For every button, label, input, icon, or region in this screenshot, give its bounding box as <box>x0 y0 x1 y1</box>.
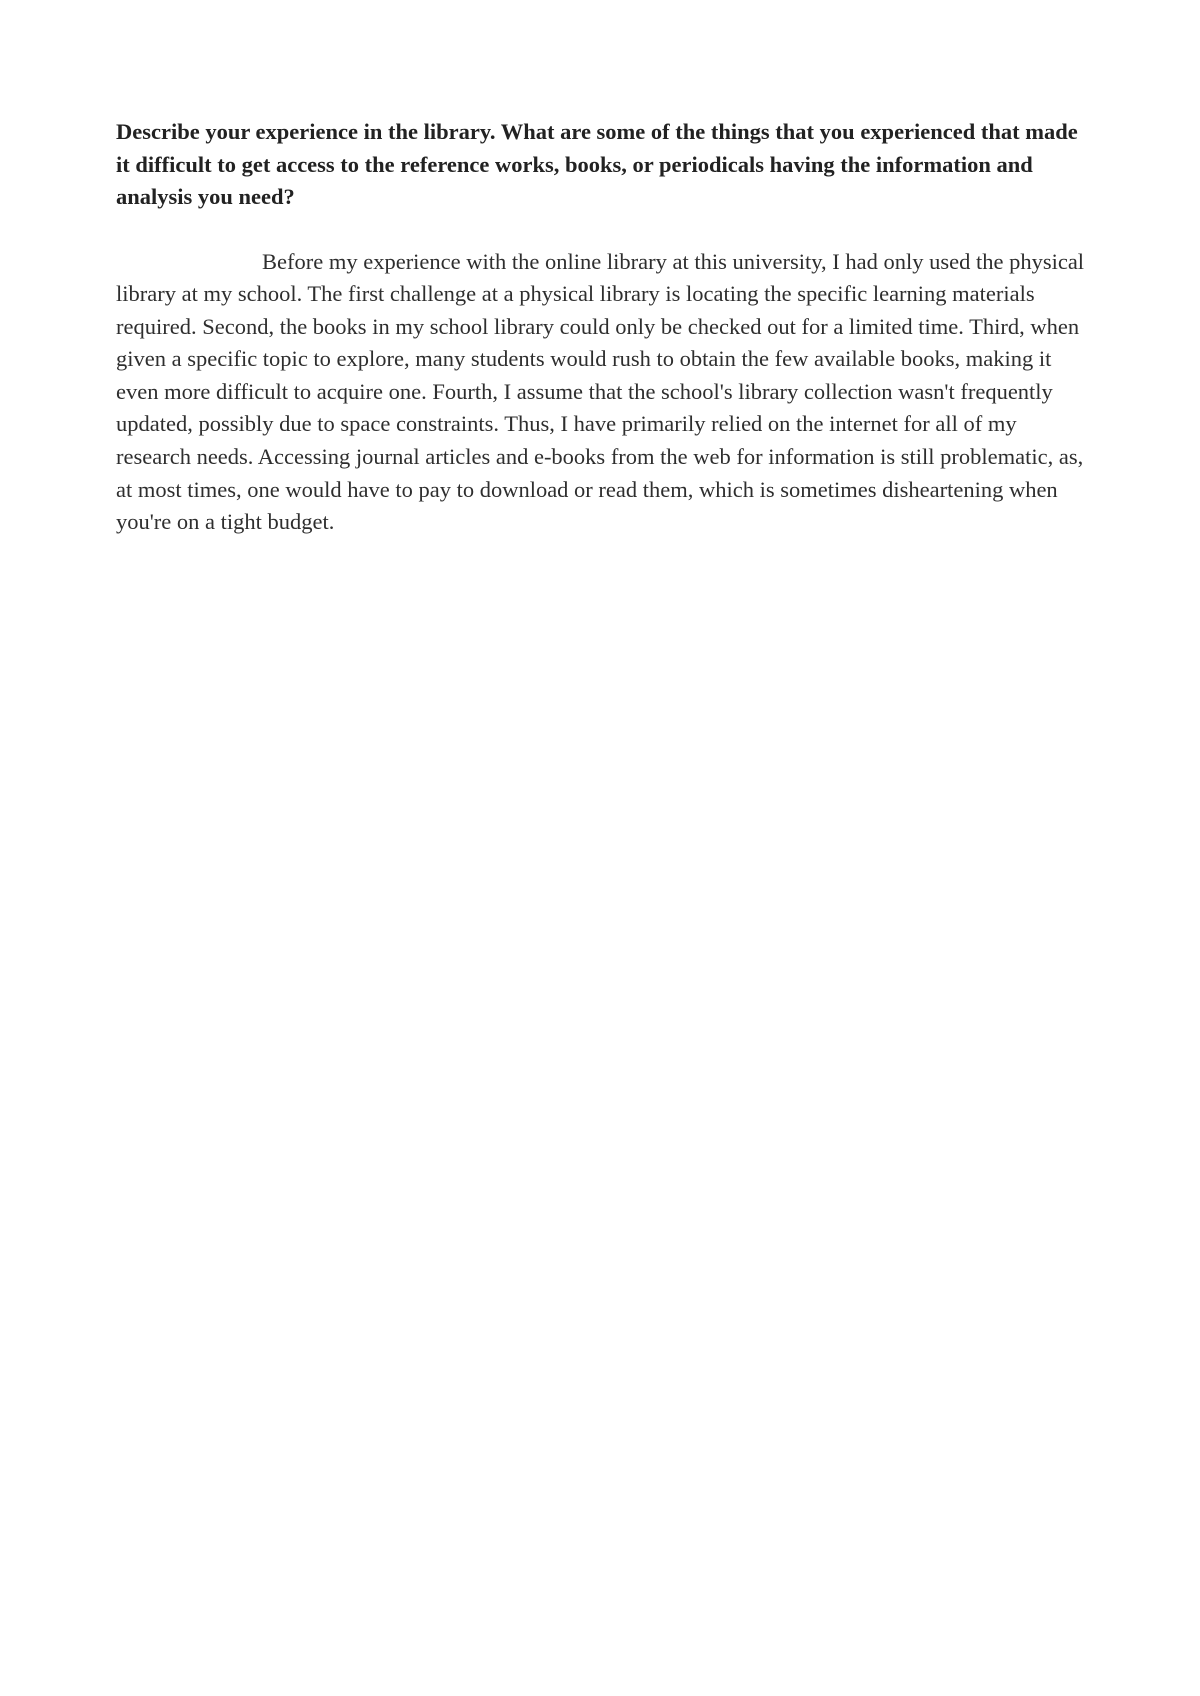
question-heading: Describe your experience in the library. What are some of the things that you experienced that made it difficult to get access to the reference works, books, or periodicals having the information and analysis you need? <box>116 119 1078 209</box>
document-body <box>116 116 1096 539</box>
answer-paragraph: Before my experience with the online library at this university, I had only used the physical library at my school. The first challenge at a physical library is locating the specific learning materials required. Second, the books in my school library could only be checked out for a limited time. Third, when given a specific topic to explore, many students would rush to obtain the few available books, making it even more difficult to acquire one. Fourth, I assume that the school's library collection wasn't frequently updated, possibly due to space constraints. Thus, I have primarily relied on the internet for all of my research needs. Accessing journal articles and e-books from the web for information is still problematic, as, at most times, one would have to pay to download or read them, which is sometimes disheartening when you're on a tight budget. <box>116 248 1085 535</box>
